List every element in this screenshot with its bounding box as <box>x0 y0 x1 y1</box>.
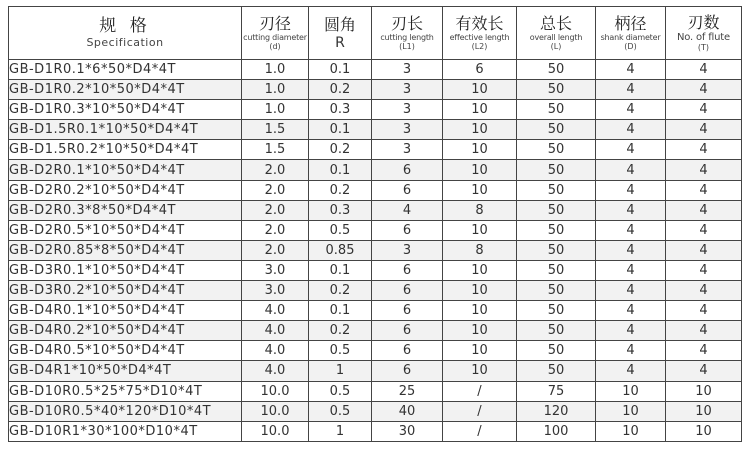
flute-count-cell: 4 <box>666 220 742 240</box>
cutting-diameter-cell: 1.5 <box>242 140 309 160</box>
table-row <box>9 200 742 220</box>
header-zh: 总长 <box>539 13 572 33</box>
cutting-diameter-cell: 2.0 <box>242 160 309 180</box>
flute-count-cell: 10 <box>666 421 742 441</box>
table-row <box>9 321 742 341</box>
cutting-diameter-cell: 4.0 <box>242 301 309 321</box>
corner-radius-cell: 0.1 <box>309 260 372 280</box>
corner-radius-cell: 1 <box>309 361 372 381</box>
flute-count-cell: 4 <box>666 180 742 200</box>
table-row <box>9 240 742 260</box>
spec-cell: GB-D4R1*10*50*D4*4T <box>9 361 242 381</box>
shank-diameter-cell: 4 <box>596 260 666 280</box>
cutting-length-cell: 6 <box>372 220 443 240</box>
cutting-diameter-cell: 4.0 <box>242 341 309 361</box>
cutting-length-cell: 4 <box>372 200 443 220</box>
cutting-length-cell: 6 <box>372 301 443 321</box>
cutting-length-cell: 6 <box>372 260 443 280</box>
spec-cell: GB-D1R0.2*10*50*D4*4T <box>9 80 242 100</box>
table-row <box>9 80 742 100</box>
shank-diameter-cell: 4 <box>596 160 666 180</box>
flute-count-cell: 4 <box>666 240 742 260</box>
overall-length-cell: 75 <box>517 381 596 401</box>
cutting-length-cell: 3 <box>372 140 443 160</box>
table-body <box>9 60 742 442</box>
corner-radius-cell: 0.5 <box>309 381 372 401</box>
table-row <box>9 220 742 240</box>
effective-length-cell: 6 <box>443 60 517 80</box>
table-row <box>9 140 742 160</box>
overall-length-cell: 50 <box>517 120 596 140</box>
overall-length-cell: 50 <box>517 180 596 200</box>
table-row <box>9 60 742 80</box>
corner-radius-cell: 0.3 <box>309 100 372 120</box>
corner-radius-cell: 0.1 <box>309 160 372 180</box>
spec-cell: GB-D2R0.5*10*50*D4*4T <box>9 220 242 240</box>
cutting-diameter-cell: 10.0 <box>242 401 309 421</box>
cutting-diameter-cell: 1.0 <box>242 80 309 100</box>
effective-length-cell: 10 <box>443 260 517 280</box>
header-en: cutting diameter <box>243 32 307 42</box>
spec-cell: GB-D1R0.1*6*50*D4*4T <box>9 60 242 80</box>
spec-table <box>8 6 742 442</box>
header-cutting-diameter <box>242 7 309 60</box>
effective-length-cell: 10 <box>443 160 517 180</box>
table-row <box>9 301 742 321</box>
overall-length-cell: 50 <box>517 60 596 80</box>
effective-length-cell: 10 <box>443 321 517 341</box>
flute-count-cell: 4 <box>666 60 742 80</box>
header-en: Specification <box>86 36 164 49</box>
effective-length-cell: 10 <box>443 220 517 240</box>
flute-count-cell: 10 <box>666 401 742 421</box>
spec-cell: GB-D10R1*30*100*D10*4T <box>9 421 242 441</box>
flute-count-cell: 4 <box>666 160 742 180</box>
header-zh: 柄径 <box>614 13 647 33</box>
effective-length-cell: 8 <box>443 200 517 220</box>
shank-diameter-cell: 4 <box>596 220 666 240</box>
effective-length-cell: 10 <box>443 281 517 301</box>
header-shank-diameter <box>596 7 666 60</box>
header-zh: 刃数 <box>687 12 720 32</box>
cutting-length-cell: 6 <box>372 160 443 180</box>
effective-length-cell: / <box>443 421 517 441</box>
shank-diameter-cell: 10 <box>596 401 666 421</box>
spec-cell: GB-D1R0.3*10*50*D4*4T <box>9 100 242 120</box>
effective-length-cell: 10 <box>443 80 517 100</box>
header-symbol: (L2) <box>471 41 488 51</box>
cutting-diameter-cell: 1.5 <box>242 120 309 140</box>
flute-count-cell: 4 <box>666 80 742 100</box>
table-row <box>9 120 742 140</box>
overall-length-cell: 50 <box>517 281 596 301</box>
overall-length-cell: 50 <box>517 80 596 100</box>
header-zh: 圆角 <box>323 14 356 34</box>
overall-length-cell: 120 <box>517 401 596 421</box>
cutting-diameter-cell: 10.0 <box>242 381 309 401</box>
cutting-length-cell: 3 <box>372 100 443 120</box>
cutting-length-cell: 25 <box>372 381 443 401</box>
header-en: cutting length <box>380 32 434 42</box>
shank-diameter-cell: 4 <box>596 281 666 301</box>
overall-length-cell: 50 <box>517 220 596 240</box>
overall-length-cell: 50 <box>517 200 596 220</box>
header-zh: 刃径 <box>258 13 291 33</box>
table-row <box>9 180 742 200</box>
header-en: No. of flute <box>677 31 730 43</box>
flute-count-cell: 4 <box>666 281 742 301</box>
cutting-diameter-cell: 10.0 <box>242 421 309 441</box>
table-row <box>9 160 742 180</box>
cutting-diameter-cell: 4.0 <box>242 361 309 381</box>
header-zh: 有效长 <box>455 13 504 33</box>
effective-length-cell: 10 <box>443 140 517 160</box>
shank-diameter-cell: 4 <box>596 120 666 140</box>
spec-table-container <box>8 6 741 442</box>
spec-cell: GB-D2R0.2*10*50*D4*4T <box>9 180 242 200</box>
shank-diameter-cell: 4 <box>596 100 666 120</box>
overall-length-cell: 50 <box>517 160 596 180</box>
shank-diameter-cell: 4 <box>596 80 666 100</box>
overall-length-cell: 50 <box>517 341 596 361</box>
overall-length-cell: 50 <box>517 301 596 321</box>
cutting-length-cell: 6 <box>372 281 443 301</box>
corner-radius-cell: 0.2 <box>309 321 372 341</box>
overall-length-cell: 50 <box>517 260 596 280</box>
table-row <box>9 421 742 441</box>
effective-length-cell: 10 <box>443 361 517 381</box>
spec-cell: GB-D2R0.1*10*50*D4*4T <box>9 160 242 180</box>
spec-cell: GB-D4R0.5*10*50*D4*4T <box>9 341 242 361</box>
flute-count-cell: 4 <box>666 120 742 140</box>
table-row <box>9 100 742 120</box>
cutting-length-cell: 30 <box>372 421 443 441</box>
corner-radius-cell: 0.2 <box>309 180 372 200</box>
shank-diameter-cell: 4 <box>596 361 666 381</box>
overall-length-cell: 50 <box>517 100 596 120</box>
shank-diameter-cell: 10 <box>596 381 666 401</box>
cutting-diameter-cell: 3.0 <box>242 281 309 301</box>
header-en: effective length <box>449 32 510 42</box>
header-symbol: (d) <box>269 41 281 51</box>
corner-radius-cell: 1 <box>309 421 372 441</box>
effective-length-cell: 10 <box>443 120 517 140</box>
cutting-length-cell: 6 <box>372 321 443 341</box>
corner-radius-cell: 0.2 <box>309 281 372 301</box>
header-flute-count <box>666 7 742 60</box>
flute-count-cell: 4 <box>666 140 742 160</box>
spec-cell: GB-D10R0.5*25*75*D10*4T <box>9 381 242 401</box>
shank-diameter-cell: 4 <box>596 140 666 160</box>
corner-radius-cell: 0.3 <box>309 200 372 220</box>
flute-count-cell: 4 <box>666 100 742 120</box>
flute-count-cell: 4 <box>666 321 742 341</box>
overall-length-cell: 50 <box>517 140 596 160</box>
corner-radius-cell: 0.5 <box>309 401 372 421</box>
flute-count-cell: 4 <box>666 361 742 381</box>
cutting-length-cell: 6 <box>372 341 443 361</box>
overall-length-cell: 50 <box>517 321 596 341</box>
header-symbol: (D) <box>624 41 637 51</box>
header-symbol: (L1) <box>399 41 415 51</box>
header-corner-radius <box>309 7 372 60</box>
spec-cell: GB-D10R0.5*40*120*D10*4T <box>9 401 242 421</box>
spec-cell: GB-D3R0.1*10*50*D4*4T <box>9 260 242 280</box>
cutting-length-cell: 3 <box>372 60 443 80</box>
effective-length-cell: 8 <box>443 240 517 260</box>
table-row <box>9 281 742 301</box>
header-en: overall length <box>529 32 583 42</box>
cutting-length-cell: 40 <box>372 401 443 421</box>
table-row <box>9 361 742 381</box>
header-effective-length <box>443 7 517 60</box>
overall-length-cell: 100 <box>517 421 596 441</box>
header-row <box>9 7 742 60</box>
shank-diameter-cell: 4 <box>596 180 666 200</box>
corner-radius-cell: 0.5 <box>309 341 372 361</box>
cutting-diameter-cell: 2.0 <box>242 180 309 200</box>
header-zh: 刃长 <box>390 13 423 33</box>
shank-diameter-cell: 10 <box>596 421 666 441</box>
cutting-diameter-cell: 1.0 <box>242 100 309 120</box>
shank-diameter-cell: 4 <box>596 321 666 341</box>
effective-length-cell: / <box>443 401 517 421</box>
header-symbol: (T) <box>697 42 710 52</box>
corner-radius-cell: 0.1 <box>309 120 372 140</box>
effective-length-cell: 10 <box>443 100 517 120</box>
corner-radius-cell: 0.85 <box>309 240 372 260</box>
cutting-diameter-cell: 3.0 <box>242 260 309 280</box>
shank-diameter-cell: 4 <box>596 60 666 80</box>
spec-cell: GB-D2R0.85*8*50*D4*4T <box>9 240 242 260</box>
header-cutting-length <box>372 7 443 60</box>
header-overall-length <box>517 7 596 60</box>
effective-length-cell: 10 <box>443 301 517 321</box>
overall-length-cell: 50 <box>517 361 596 381</box>
cutting-diameter-cell: 2.0 <box>242 200 309 220</box>
shank-diameter-cell: 4 <box>596 341 666 361</box>
cutting-length-cell: 3 <box>372 80 443 100</box>
corner-radius-cell: 0.5 <box>309 220 372 240</box>
cutting-diameter-cell: 2.0 <box>242 240 309 260</box>
cutting-diameter-cell: 4.0 <box>242 321 309 341</box>
corner-radius-cell: 0.2 <box>309 80 372 100</box>
header-symbol: R <box>335 34 345 51</box>
shank-diameter-cell: 4 <box>596 301 666 321</box>
flute-count-cell: 4 <box>666 200 742 220</box>
effective-length-cell: 10 <box>443 180 517 200</box>
corner-radius-cell: 0.2 <box>309 140 372 160</box>
shank-diameter-cell: 4 <box>596 240 666 260</box>
spec-cell: GB-D4R0.2*10*50*D4*4T <box>9 321 242 341</box>
table-row <box>9 341 742 361</box>
cutting-length-cell: 3 <box>372 240 443 260</box>
header-en: shank diameter <box>600 32 661 42</box>
spec-cell: GB-D4R0.1*10*50*D4*4T <box>9 301 242 321</box>
table-row <box>9 381 742 401</box>
cutting-length-cell: 6 <box>372 180 443 200</box>
spec-cell: GB-D1.5R0.2*10*50*D4*4T <box>9 140 242 160</box>
flute-count-cell: 10 <box>666 381 742 401</box>
cutting-diameter-cell: 1.0 <box>242 60 309 80</box>
overall-length-cell: 50 <box>517 240 596 260</box>
cutting-length-cell: 3 <box>372 120 443 140</box>
flute-count-cell: 4 <box>666 301 742 321</box>
table-row <box>9 260 742 280</box>
spec-cell: GB-D1.5R0.1*10*50*D4*4T <box>9 120 242 140</box>
corner-radius-cell: 0.1 <box>309 301 372 321</box>
header-symbol: (L) <box>550 41 562 51</box>
cutting-diameter-cell: 2.0 <box>242 220 309 240</box>
table-header <box>9 7 742 60</box>
header-specification <box>9 7 242 60</box>
corner-radius-cell: 0.1 <box>309 60 372 80</box>
table-row <box>9 401 742 421</box>
cutting-length-cell: 6 <box>372 361 443 381</box>
header-zh: 规 格 <box>99 16 151 36</box>
spec-cell: GB-D2R0.3*8*50*D4*4T <box>9 200 242 220</box>
flute-count-cell: 4 <box>666 341 742 361</box>
spec-cell: GB-D3R0.2*10*50*D4*4T <box>9 281 242 301</box>
flute-count-cell: 4 <box>666 260 742 280</box>
shank-diameter-cell: 4 <box>596 200 666 220</box>
effective-length-cell: 10 <box>443 341 517 361</box>
effective-length-cell: / <box>443 381 517 401</box>
